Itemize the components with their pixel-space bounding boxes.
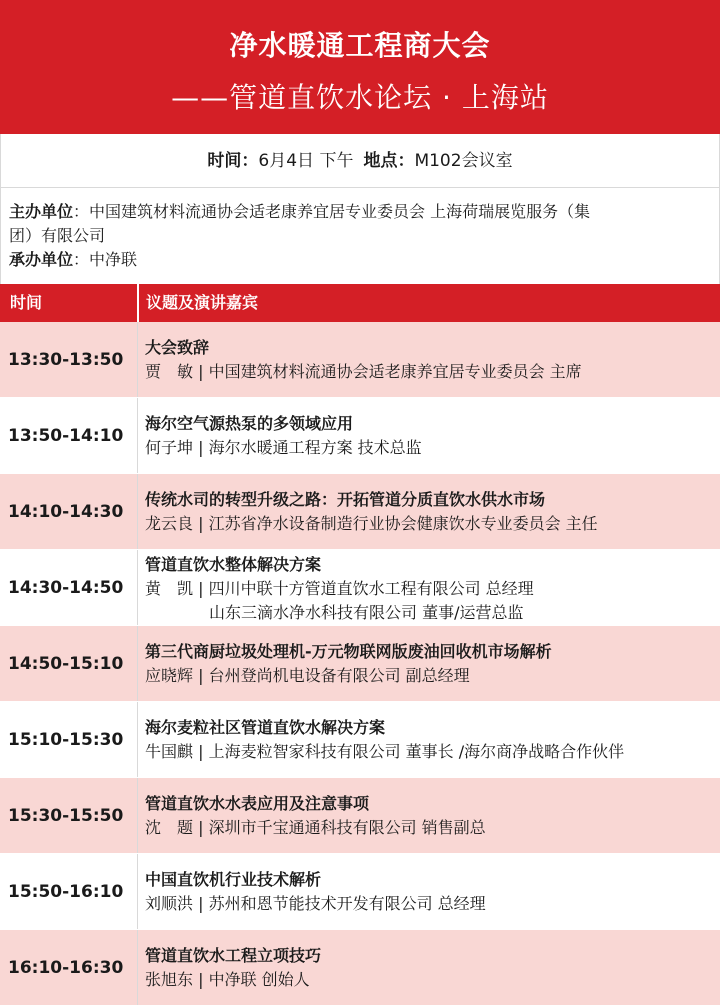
row-topic: 大会致辞 — [145, 338, 210, 357]
row-speaker: 何子坤 | 海尔水暖通工程方案 技术总监 — [145, 438, 422, 457]
row-topic: 管道直饮水工程立项技巧 — [145, 946, 322, 965]
column-divider — [137, 284, 139, 322]
row-speaker: 沈 题 | 深圳市千宝通通科技有限公司 销售副总 — [145, 818, 486, 837]
row-time: 14:50-15:10 — [8, 653, 124, 674]
host-label: 主办单位 — [9, 202, 74, 221]
schedule-table-header — [0, 284, 720, 322]
row-time: 16:10-16:30 — [8, 957, 124, 978]
row-topic: 第三代商厨垃圾处理机-万元物联网版废油回收机市场解析 — [145, 642, 552, 661]
table-row — [0, 626, 720, 702]
row-speaker-secondary: 山东三滴水净水科技有限公司 董事/运营总监 — [209, 603, 524, 622]
place-value: M102会议室 — [414, 151, 513, 171]
row-topic: 管道直饮水整体解决方案 — [145, 555, 322, 574]
host-value: ：中国建筑材料流通协会适老康养宜居专业委员会 上海荷瑞展览服务（集 — [73, 202, 591, 221]
row-time: 15:30-15:50 — [8, 805, 124, 826]
row-time: 14:30-14:50 — [8, 577, 124, 598]
row-topic: 中国直饮机行业技术解析 — [145, 870, 322, 889]
row-speaker: 张旭东 | 中净联 创始人 — [145, 970, 310, 989]
row-speaker: 刘顺洪 | 苏州和恩节能技术开发有限公司 总经理 — [145, 894, 486, 913]
row-speaker: 牛国麒 | 上海麦粒智家科技有限公司 董事长 /海尔商净战略合作伙伴 — [145, 742, 625, 761]
organizer-value: ：中净联 — [73, 250, 138, 269]
place-label: 地点： — [363, 151, 415, 171]
column-header-time: 时间 — [10, 293, 43, 312]
table-row — [0, 322, 720, 398]
page-subtitle: ——管道直饮水论坛 · 上海站 — [171, 81, 549, 114]
schedule-table — [0, 322, 720, 1006]
table-row — [0, 398, 720, 474]
column-header-topic: 议题及演讲嘉宾 — [146, 293, 259, 312]
table-row — [0, 702, 720, 778]
organizers — [0, 188, 720, 284]
row-speaker: 应晓辉 | 台州登尚机电设备有限公司 副总经理 — [145, 666, 470, 685]
row-speaker: 贾 敏 | 中国建筑材料流通协会适老康养宜居专业委员会 主席 — [145, 362, 582, 381]
row-time: 15:10-15:30 — [8, 729, 124, 750]
table-row — [0, 854, 720, 930]
table-row — [0, 550, 720, 626]
table-row — [0, 778, 720, 854]
row-time: 13:50-14:10 — [8, 425, 124, 446]
row-topic: 海尔空气源热泵的多领域应用 — [145, 414, 354, 433]
row-speaker: 龙云良 | 江苏省净水设备制造行业协会健康饮水专业委员会 主任 — [145, 514, 598, 533]
row-topic: 传统水司的转型升级之路：开拓管道分质直饮水供水市场 — [145, 490, 546, 509]
event-info — [0, 134, 720, 188]
row-speaker: 黄 凯 | 四川中联十方管道直饮水工程有限公司 总经理 — [145, 579, 534, 598]
page-title: 净水暖通工程商大会 — [229, 29, 491, 62]
row-time: 15:50-16:10 — [8, 881, 124, 902]
header-banner — [0, 0, 720, 134]
table-row — [0, 930, 720, 1006]
organizer-label: 承办单位 — [9, 250, 74, 269]
time-value: 6月4日 下午 — [258, 151, 354, 171]
row-topic: 海尔麦粒社区管道直饮水解决方案 — [145, 718, 386, 737]
row-time: 14:10-14:30 — [8, 501, 124, 522]
time-label: 时间： — [207, 151, 259, 171]
host-value-cont: 团）有限公司 — [9, 226, 106, 245]
row-time: 13:30-13:50 — [8, 349, 124, 370]
table-row — [0, 474, 720, 550]
row-topic: 管道直饮水水表应用及注意事项 — [145, 794, 370, 813]
